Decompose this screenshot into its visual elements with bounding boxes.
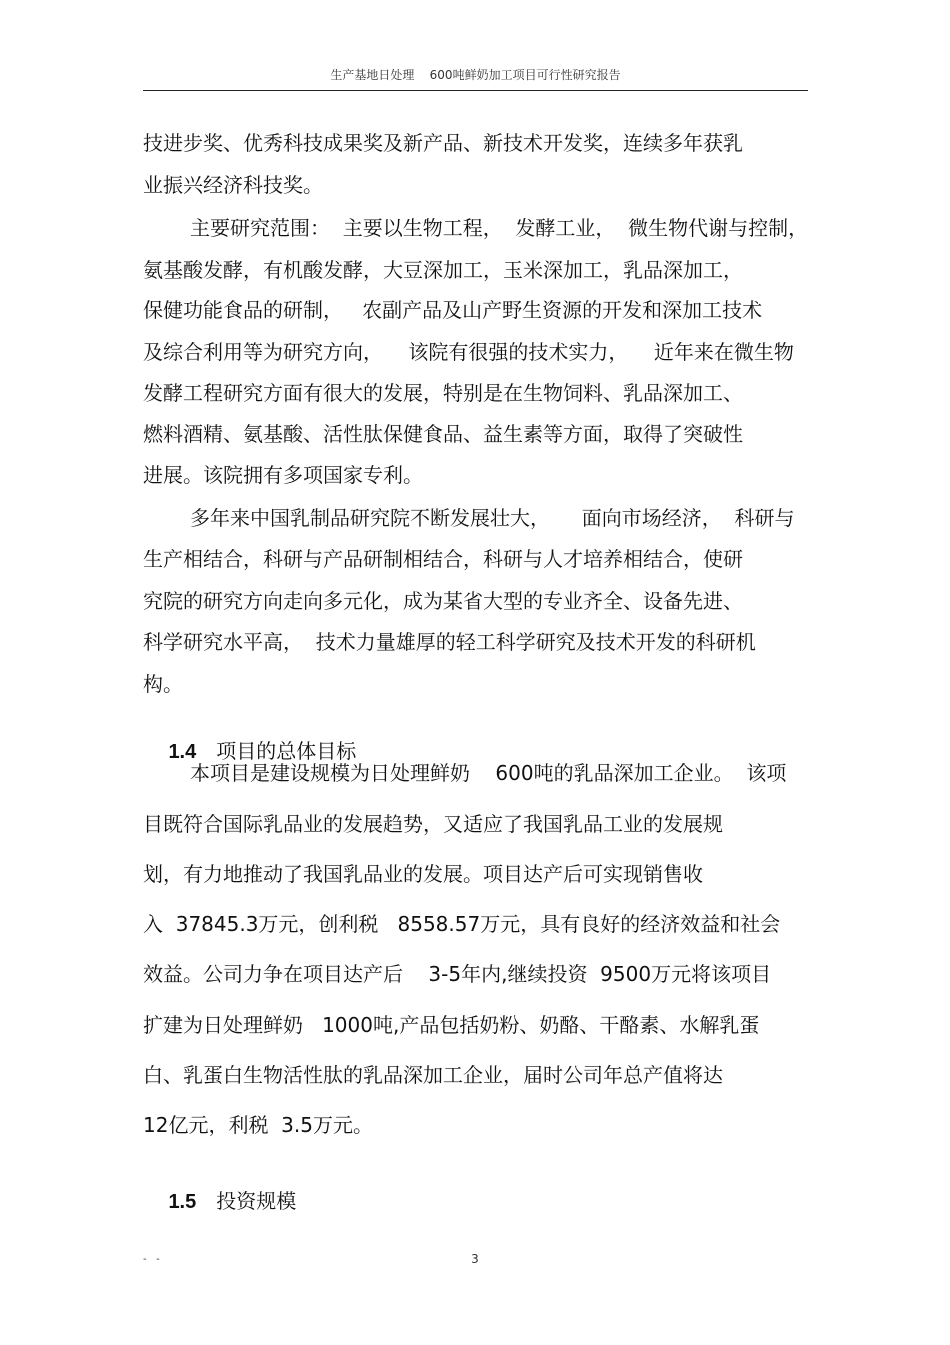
footer-mark: - - — [143, 1254, 160, 1265]
body-line: 保健功能食品的研制， 农副产品及山产野生资源的开发和深加工技术 — [143, 298, 763, 322]
body-line: 效益。公司力争在项目达产后 3-5年内,继续投资 9500万元将该项目 — [143, 962, 772, 986]
section-heading-1-5 — [143, 1162, 296, 1241]
body-line: 发酵工程研究方面有很大的发展，特别是在生物饲料、乳品深加工、 — [143, 381, 743, 405]
header-title: 生产基地日处理 600吨鲜奶加工项目可行性研究报告 — [330, 68, 621, 82]
body-line: 入 37845.3万元，创利税 8558.57万元，具有良好的经济效益和社会 — [143, 912, 781, 936]
body-line: 科学研究水平高， 技术力量雄厚的轻工科学研究及技术开发的科研机 — [143, 630, 756, 654]
body-line: 12亿元，利税 3.5万元。 — [143, 1113, 373, 1137]
body-line: 目既符合国际乳品业的发展趋势，又适应了我国乳品工业的发展规 — [143, 812, 723, 836]
body-line: 多年来中国乳制品研究院不断发展壮大， 面向市场经济， 科研与 — [190, 506, 795, 530]
page-number: 3 — [471, 1252, 479, 1266]
body-line: 技进步奖、优秀科技成果奖及新产品、新技术开发奖，连续多年获乳 — [143, 131, 743, 155]
body-line: 划，有力地推动了我国乳品业的发展。项目达产后可实现销售收 — [143, 862, 703, 886]
section-title: 项目的总体目标 — [216, 739, 357, 763]
section-title: 投资规模 — [216, 1189, 297, 1213]
body-line: 究院的研究方向走向多元化，成为某省大型的专业齐全、设备先进、 — [143, 589, 743, 613]
body-line: 及综合利用等为研究方向， 该院有很强的技术实力， 近年来在微生物 — [143, 340, 794, 364]
body-line: 生产相结合，科研与产品研制相结合，科研与人才培养相结合，使研 — [143, 547, 743, 571]
body-line: 进展。该院拥有多项国家专利。 — [143, 463, 423, 487]
body-line: 主要研究范围： 主要以生物工程， 发酵工业， 微生物代谢与控制， — [190, 216, 809, 240]
section-number: 1.5 — [168, 1191, 197, 1213]
body-line: 业振兴经济科技奖。 — [143, 173, 323, 197]
body-line: 扩建为日处理鲜奶 1000吨,产品包括奶粉、奶酪、干酪素、水解乳蛋 — [143, 1013, 760, 1037]
body-line: 本项目是建设规模为日处理鲜奶 600吨的乳品深加工企业。 该项 — [190, 761, 787, 785]
body-line: 构。 — [143, 672, 183, 696]
section-number: 1.4 — [168, 741, 197, 763]
body-line: 氨基酸发酵，有机酸发酵，大豆深加工，玉米深加工，乳品深加工， — [143, 258, 743, 282]
body-line: 燃料酒精、氨基酸、活性肽保健食品、益生素等方面，取得了突破性 — [143, 422, 743, 446]
header-divider — [143, 90, 808, 91]
body-line: 白、乳蛋白生物活性肽的乳品深加工企业，届时公司年总产值将达 — [143, 1063, 723, 1087]
